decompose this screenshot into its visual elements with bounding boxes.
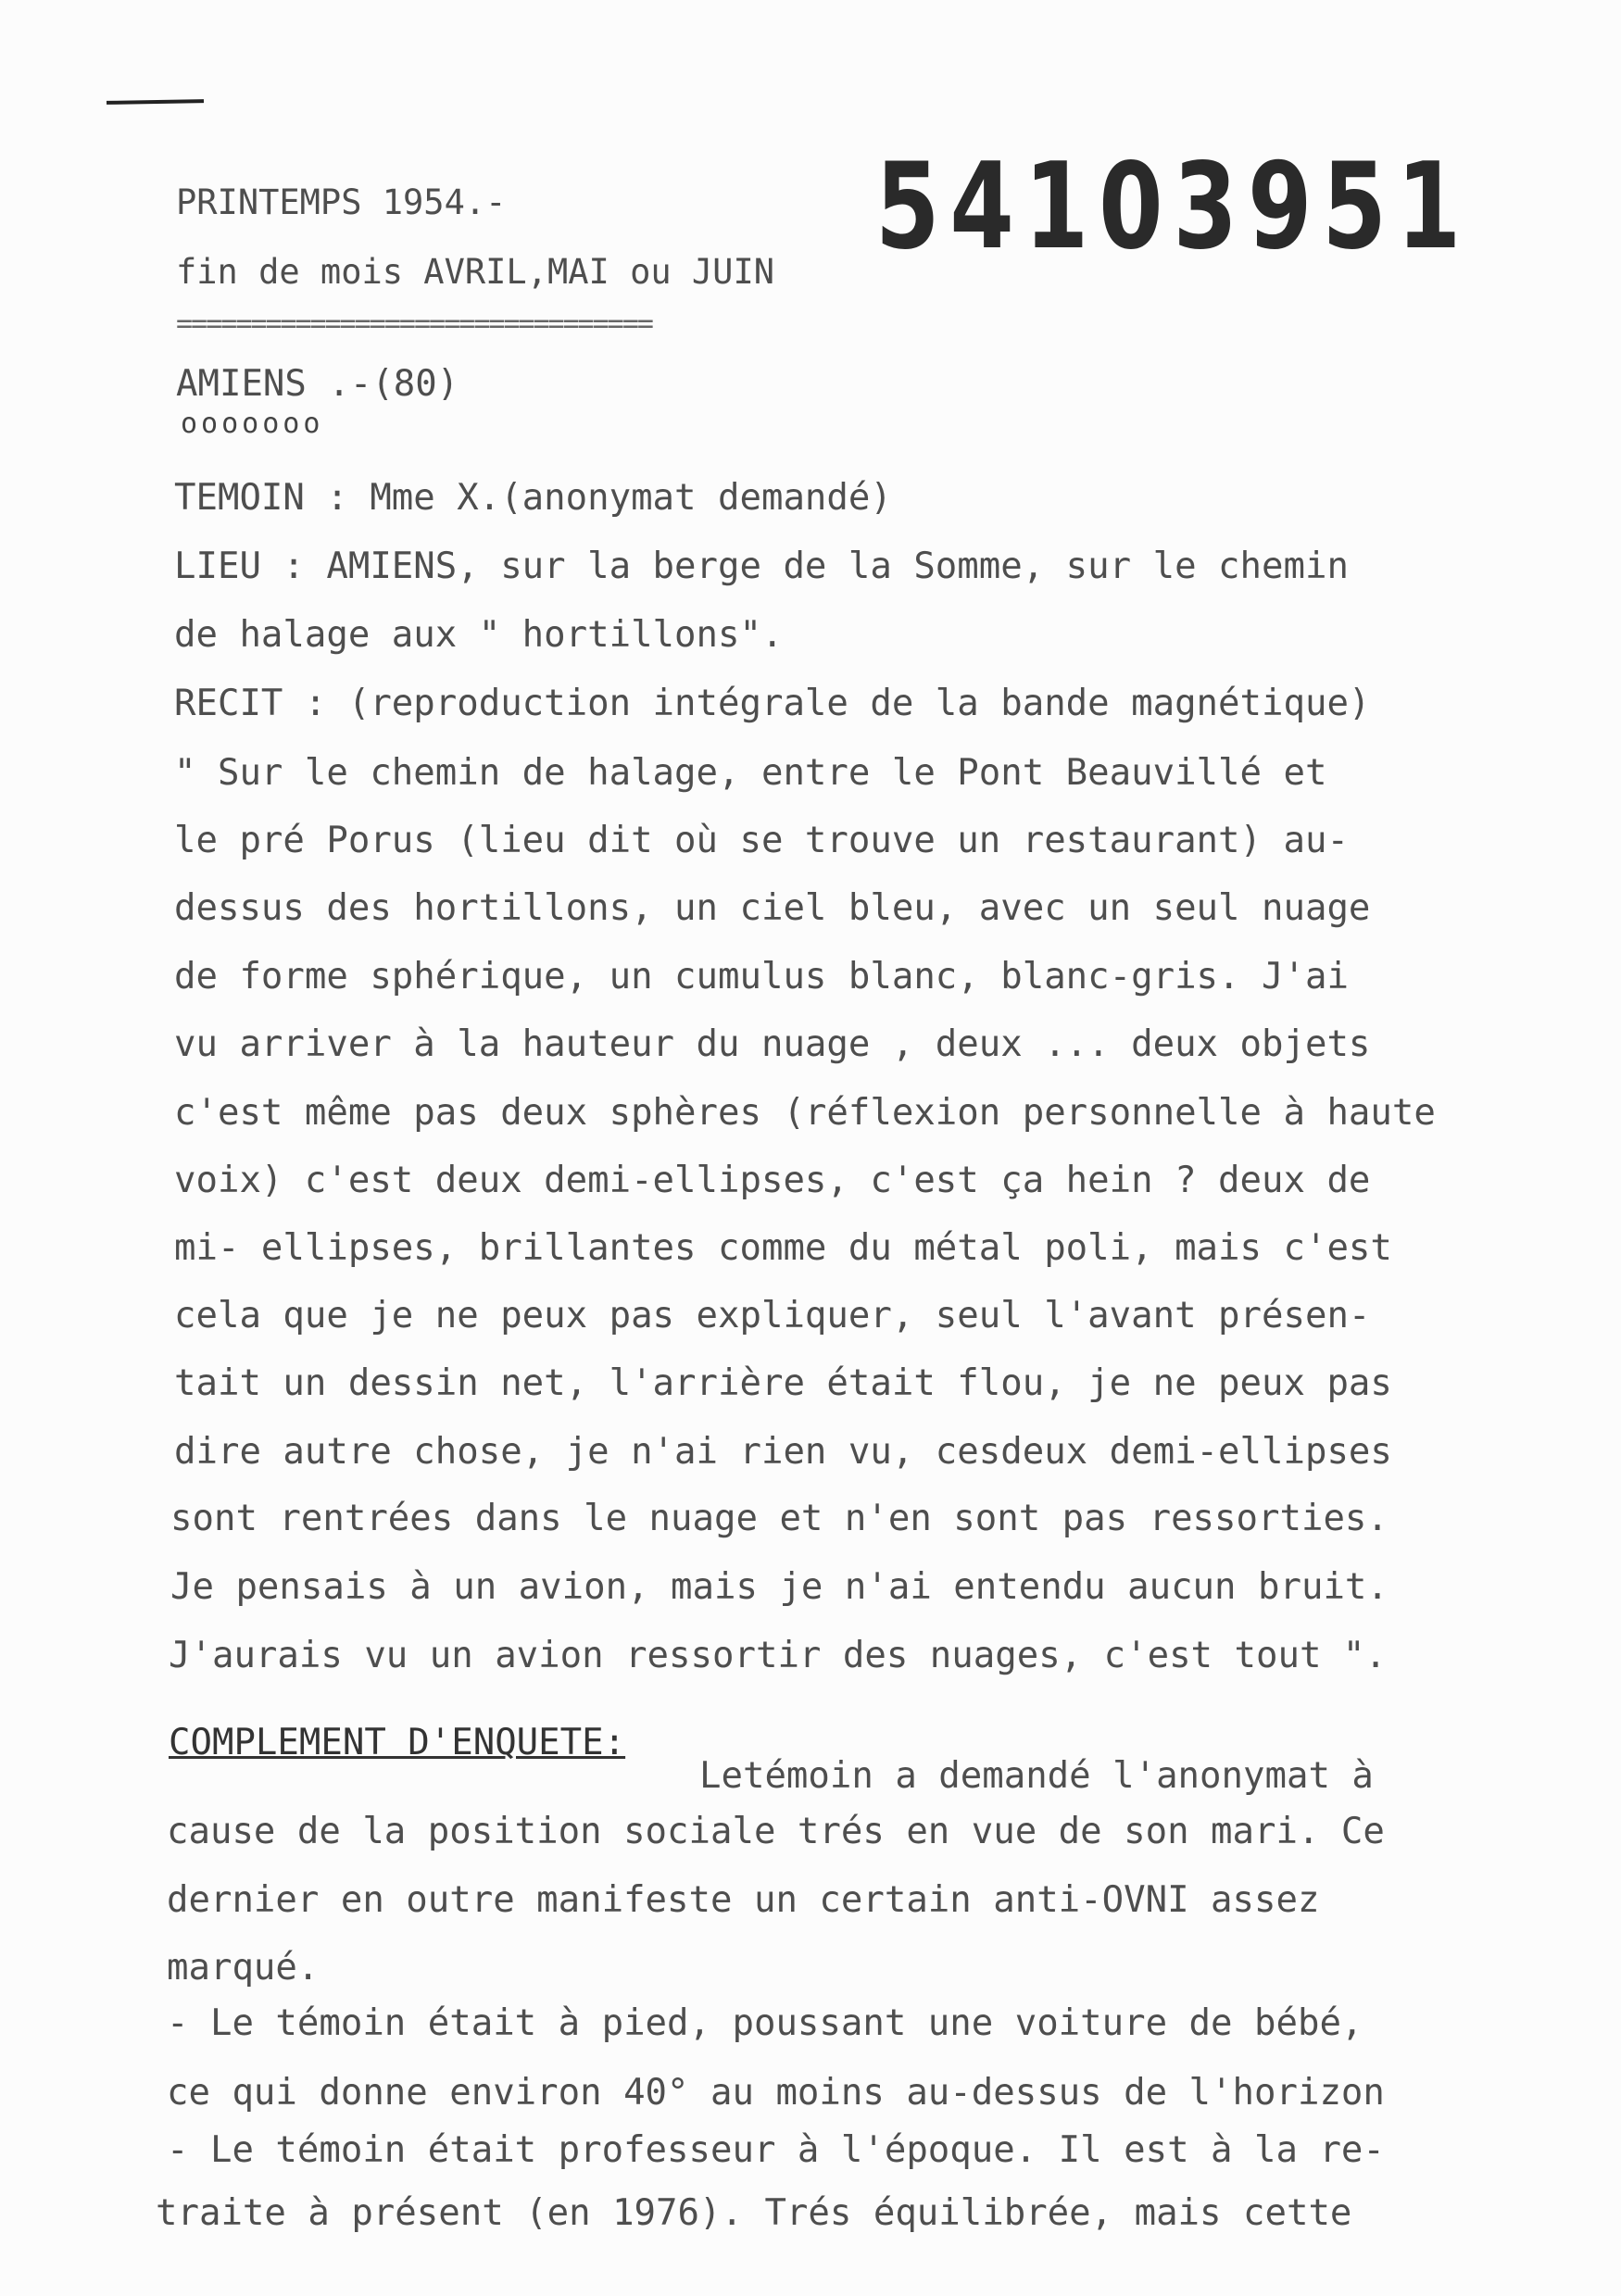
body-line: " Sur le chemin de halage, entre le Pont Beauvillé et (174, 752, 1327, 794)
body-line: vu arriver à la hauteur du nuage , deux ... deux objets (174, 1023, 1371, 1065)
complement-line: ce qui donne environ 40° au moins au-dessus de l'horizon (167, 2072, 1385, 2114)
body-line: mi- ellipses, brillantes comme du métal poli, mais c'est (174, 1227, 1392, 1269)
place-underline-dots: ooooooo (181, 408, 324, 440)
pen-dash-mark (107, 99, 204, 105)
body-line: de forme sphérique, un cumulus blanc, blanc-gris. J'ai (174, 956, 1349, 997)
body-line: LIEU : AMIENS, sur la berge de la Somme, sur le chemin (174, 546, 1349, 587)
complement-line: - Le témoin était professeur à l'époque. Il est à la re- (167, 2129, 1385, 2171)
body-line: sont rentrées dans le nuage et n'en sont pas ressorties. (170, 1498, 1389, 1539)
body-line: le pré Porus (lieu dit où se trouve un restaurant) au- (174, 820, 1349, 861)
body-line: c'est même pas deux sphères (réflexion personnelle à haute (174, 1092, 1436, 1134)
complement-heading: COMPLEMENT D'ENQUETE: (169, 1722, 626, 1763)
body-line: dessus des hortillons, un ciel bleu, avec un seul nuage (174, 887, 1371, 929)
body-line: de halage aux " hortillons". (174, 614, 784, 656)
place-line: AMIENS .-(80) (176, 363, 459, 405)
complement-line: traite à présent (en 1976). Trés équilibrée, mais cette (156, 2192, 1352, 2234)
body-line: RECIT : (reproduction intégrale de la bande magnétique) (174, 683, 1371, 724)
complement-line: dernier en outre manifeste un certain anti-OVNI assez (167, 1879, 1320, 1921)
period-line: fin de mois AVRIL,MAI ou JUIN (176, 252, 775, 292)
body-line: cela que je ne peux pas expliquer, seul l'avant présen- (174, 1295, 1371, 1336)
body-line: voix) c'est deux demi-ellipses, c'est ça hein ? deux de (174, 1160, 1371, 1201)
complement-line: - Le témoin était à pied, poussant une voiture de bébé, (167, 2002, 1363, 2044)
body-line: J'aurais vu un avion ressortir des nuages, c'est tout ". (169, 1635, 1387, 1676)
body-line: dire autre chose, je n'ai rien vu, cesdeux demi-ellipses (174, 1431, 1392, 1473)
body-line: TEMOIN : Mme X.(anonymat demandé) (174, 477, 892, 519)
complement-first-line: Letémoin a demandé l'anonymat à (699, 1755, 1374, 1797)
complement-line: marqué. (167, 1947, 320, 1989)
season-line: PRINTEMPS 1954.- (176, 182, 507, 222)
body-line: Je pensais à un avion, mais je n'ai entendu aucun bruit. (170, 1566, 1389, 1608)
body-line: tait un dessin net, l'arrière était flou, je ne peux pas (174, 1362, 1392, 1404)
complement-line: cause de la position sociale trés en vue de son mari. Ce (167, 1811, 1385, 1852)
separator-line: ================================ (176, 307, 652, 340)
document-number: 54103951 (875, 138, 1472, 276)
